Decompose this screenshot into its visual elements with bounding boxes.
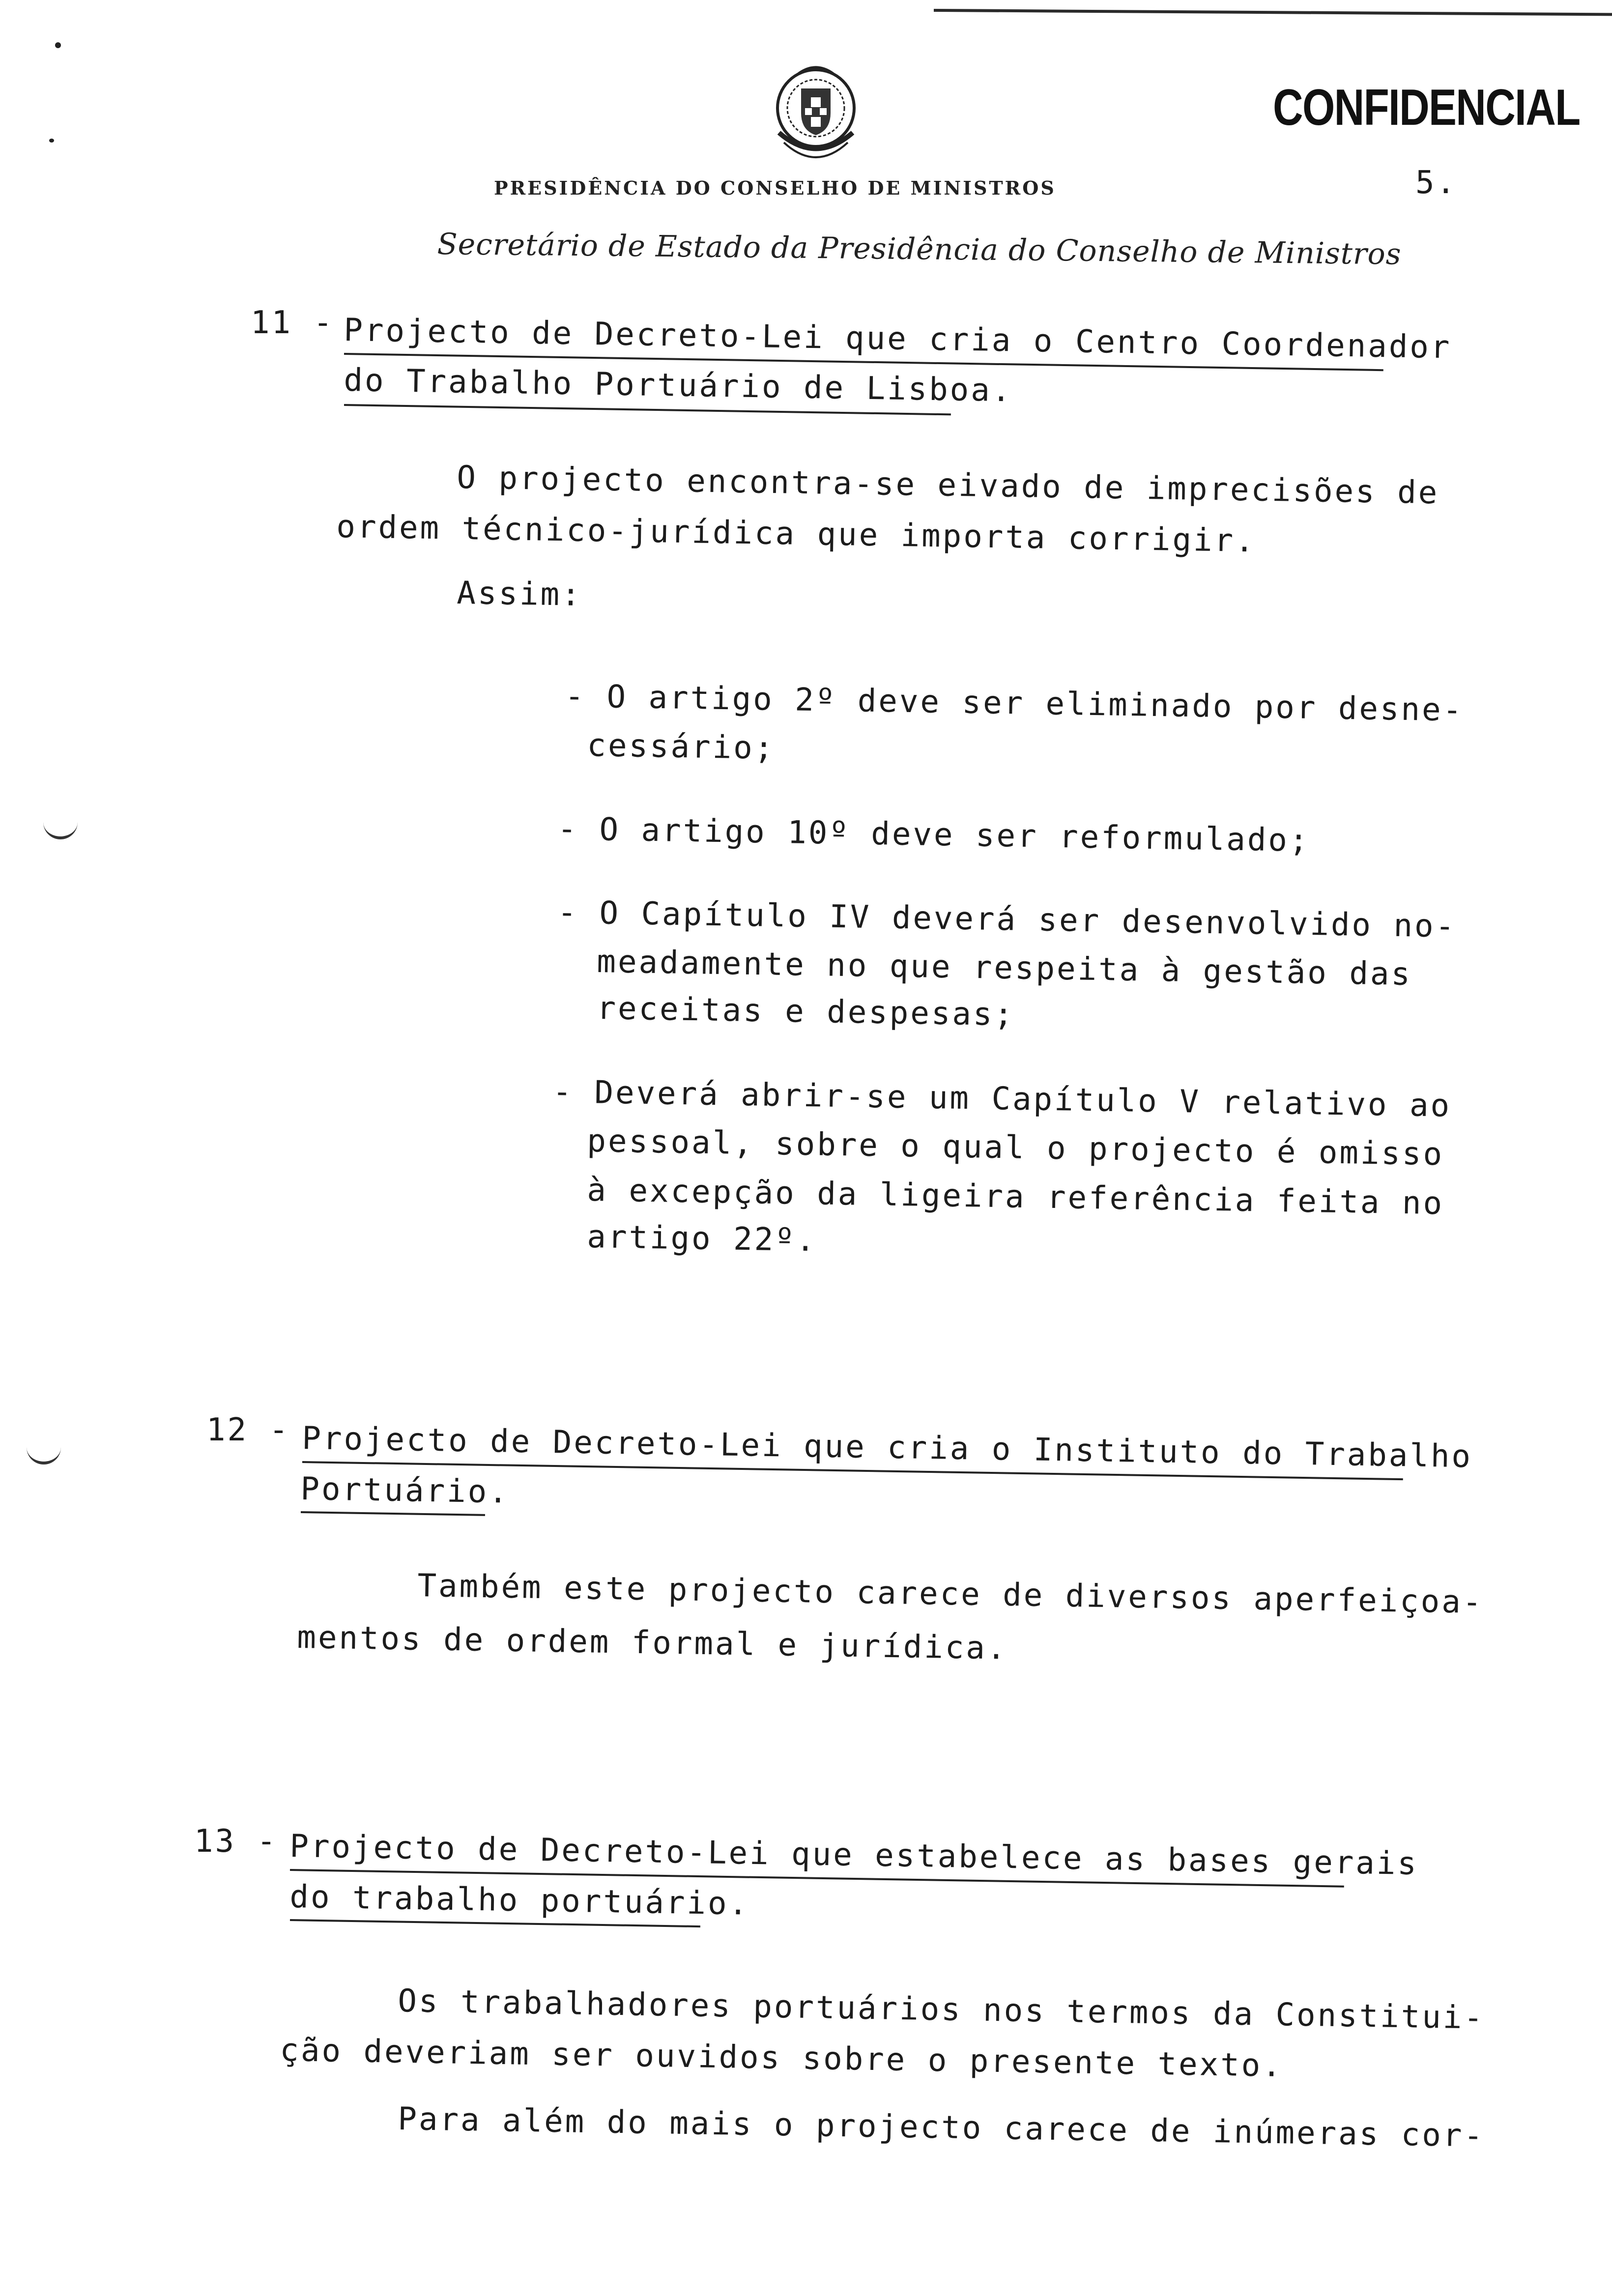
bullet-4-line4: artigo 22º. [586, 1219, 817, 1259]
section-11-assim: Assim: [456, 575, 583, 613]
section-11-title-line1: Projecto de Decreto-Lei que cria o Centro Coordenador [343, 312, 1452, 366]
section-12-paragraph-line2: mentos de ordem formal e jurídica. [296, 1619, 1008, 1667]
section-12-number: 12 - [206, 1412, 290, 1448]
section-13-paragraph1-line1: Os trabalhadores portuários nos termos da Constitui- [397, 1983, 1485, 2037]
section-12-paragraph-line1: Também este projecto carece de diversos aperfeiçoa- [417, 1568, 1484, 1621]
secretariat-subheading: Secretário de Estado da Presidência do Conselho de Ministros [437, 227, 1402, 272]
bullet-4-line1: - Deverá abrir-se um Capítulo V relativo ao [552, 1074, 1452, 1124]
scan-speck [55, 42, 61, 48]
section-12-title-line1: Projecto de Decreto-Lei que cria o Instituto do Trabalho [301, 1420, 1473, 1475]
bullet-3-line3: receitas e despesas; [596, 990, 1015, 1033]
bullet-1-line1: - O artigo 2º deve ser eliminado por desne- [564, 678, 1464, 729]
section-11-paragraph-line2: ordem técnico-jurídica que importa corrigir. [336, 509, 1257, 560]
section-13-number: 13 - [194, 1823, 278, 1860]
section-11-title-line2: do Trabalho Portuário de Lisboa. [343, 362, 1013, 409]
bullet-3-line2: meadamente no que respeita à gestão das [596, 944, 1412, 993]
title-underline [301, 1511, 485, 1516]
margin-tick-mark [27, 1445, 61, 1464]
bullet-1-line2: cessário; [586, 727, 776, 767]
bullet-2-line1: - O artigo 10º deve ser reformulado; [557, 811, 1311, 860]
section-13-title-line1: Projecto de Decreto-Lei que estabelece as bases gerais [289, 1828, 1419, 1883]
margin-tick-mark [43, 820, 78, 839]
bullet-3-line1: - O Capítulo IV deverá ser desenvolvido no- [557, 894, 1457, 945]
scan-speck [49, 139, 54, 143]
bullet-4-line2: pessoal, sobre o qual o projecto é omisso [586, 1123, 1444, 1173]
confidential-stamp: CONFIDENCIAL [1273, 79, 1580, 136]
section-13-paragraph1-line2: ção deveriam ser ouvidos sobre o presente texto. [279, 2032, 1284, 2085]
section-12-title-line2: Portuário. [300, 1471, 510, 1511]
portuguese-coat-of-arms-icon [769, 59, 863, 172]
section-13-paragraph2-line1: Para além do mais o projecto carece de inúmeras cor- [397, 2101, 1485, 2154]
page-number: 5. [1415, 165, 1458, 201]
institution-heading: PRESIDÊNCIA DO CONSELHO DE MINISTROS [494, 177, 1056, 199]
section-13-title-line2: do trabalho portuário. [289, 1879, 750, 1923]
scan-edge-line [934, 9, 1612, 16]
bullet-4-line3: à excepção da ligeira referência feita no [586, 1172, 1444, 1222]
section-11-paragraph-line1: O projecto encontra-se eivado de imprecisões de [456, 459, 1439, 512]
section-11-number: 11 - [251, 305, 335, 341]
